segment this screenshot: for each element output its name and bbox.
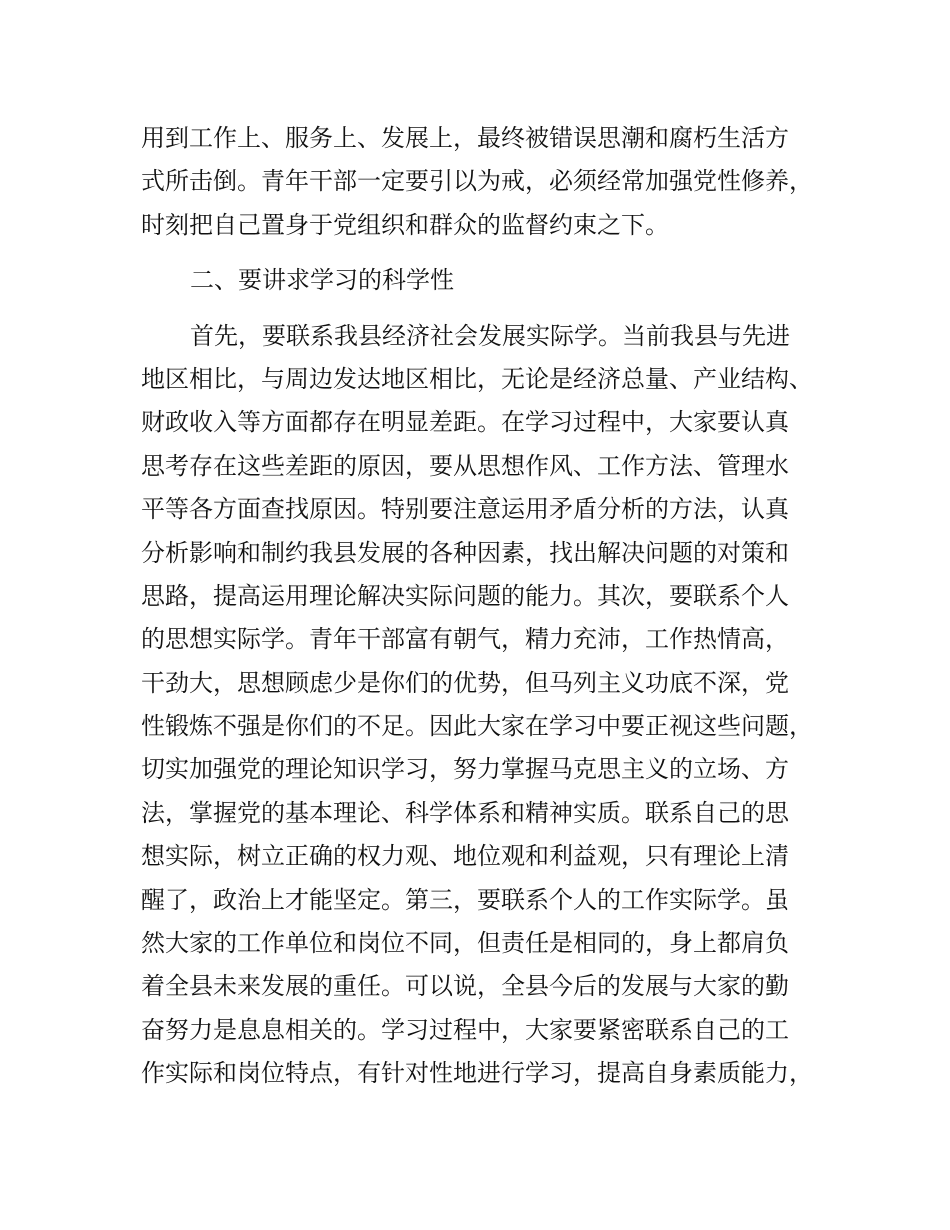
text-line: 作实际和岗位特点，有针对性地进行学习，提高自身素质能力， xyxy=(141,1059,813,1088)
text-line: 干劲大，思想顾虑少是你们的优势，但马列主义功底不深，党 xyxy=(141,668,789,697)
text-line: 着全县未来发展的重任。可以说，全县今后的发展与大家的勤 xyxy=(141,972,789,1001)
text-line: 思考存在这些差距的原因，要从思想作风、工作方法、管理水 xyxy=(141,451,789,480)
text-line: 财政收入等方面都存在明显差距。在学习过程中，大家要认真 xyxy=(141,408,789,437)
text-line: 平等各方面查找原因。特别要注意运用矛盾分析的方法，认真 xyxy=(141,495,789,524)
text-line: 地区相比，与周边发达地区相比，无论是经济总量、产业结构、 xyxy=(141,364,813,393)
text-line: 时刻把自己置身于党组织和群众的监督约束之下。 xyxy=(141,210,669,239)
section-heading: 二、要讲求学习的科学性 xyxy=(190,266,454,295)
text-line: 法，掌握党的基本理论、科学体系和精神实质。联系自己的思 xyxy=(141,798,789,827)
document-body xyxy=(141,117,841,1096)
text-line: 想实际，树立正确的权力观、地位观和利益观，只有理论上清 xyxy=(141,842,789,871)
text-line: 切实加强党的理论知识学习，努力掌握马克思主义的立场、方 xyxy=(141,755,789,784)
text-line: 用到工作上、服务上、发展上，最终被错误思潮和腐朽生活方 xyxy=(141,124,789,152)
text-line: 思路，提高运用理论解决实际问题的能力。其次，要联系个人 xyxy=(141,581,789,610)
text-line: 性锻炼不强是你们的不足。因此大家在学习中要正视这些问题， xyxy=(141,712,813,741)
text-line: 奋努力是息息相关的。学习过程中，大家要紧密联系自己的工 xyxy=(141,1015,789,1044)
text-line: 首先，要联系我县经济社会发展实际学。当前我县与先进 xyxy=(190,321,790,350)
text-line: 醒了，政治上才能坚定。第三，要联系个人的工作实际学。虽 xyxy=(141,885,789,914)
text-line: 式所击倒。青年干部一定要引以为戒，必须经常加强党性修养， xyxy=(141,167,813,196)
text-line: 的思想实际学。青年干部富有朝气，精力充沛，工作热情高， xyxy=(141,625,789,654)
text-line: 然大家的工作单位和岗位不同，但责任是相同的，身上都肩负 xyxy=(141,929,789,958)
text-line: 分析影响和制约我县发展的各种因素，找出解决问题的对策和 xyxy=(141,538,789,567)
